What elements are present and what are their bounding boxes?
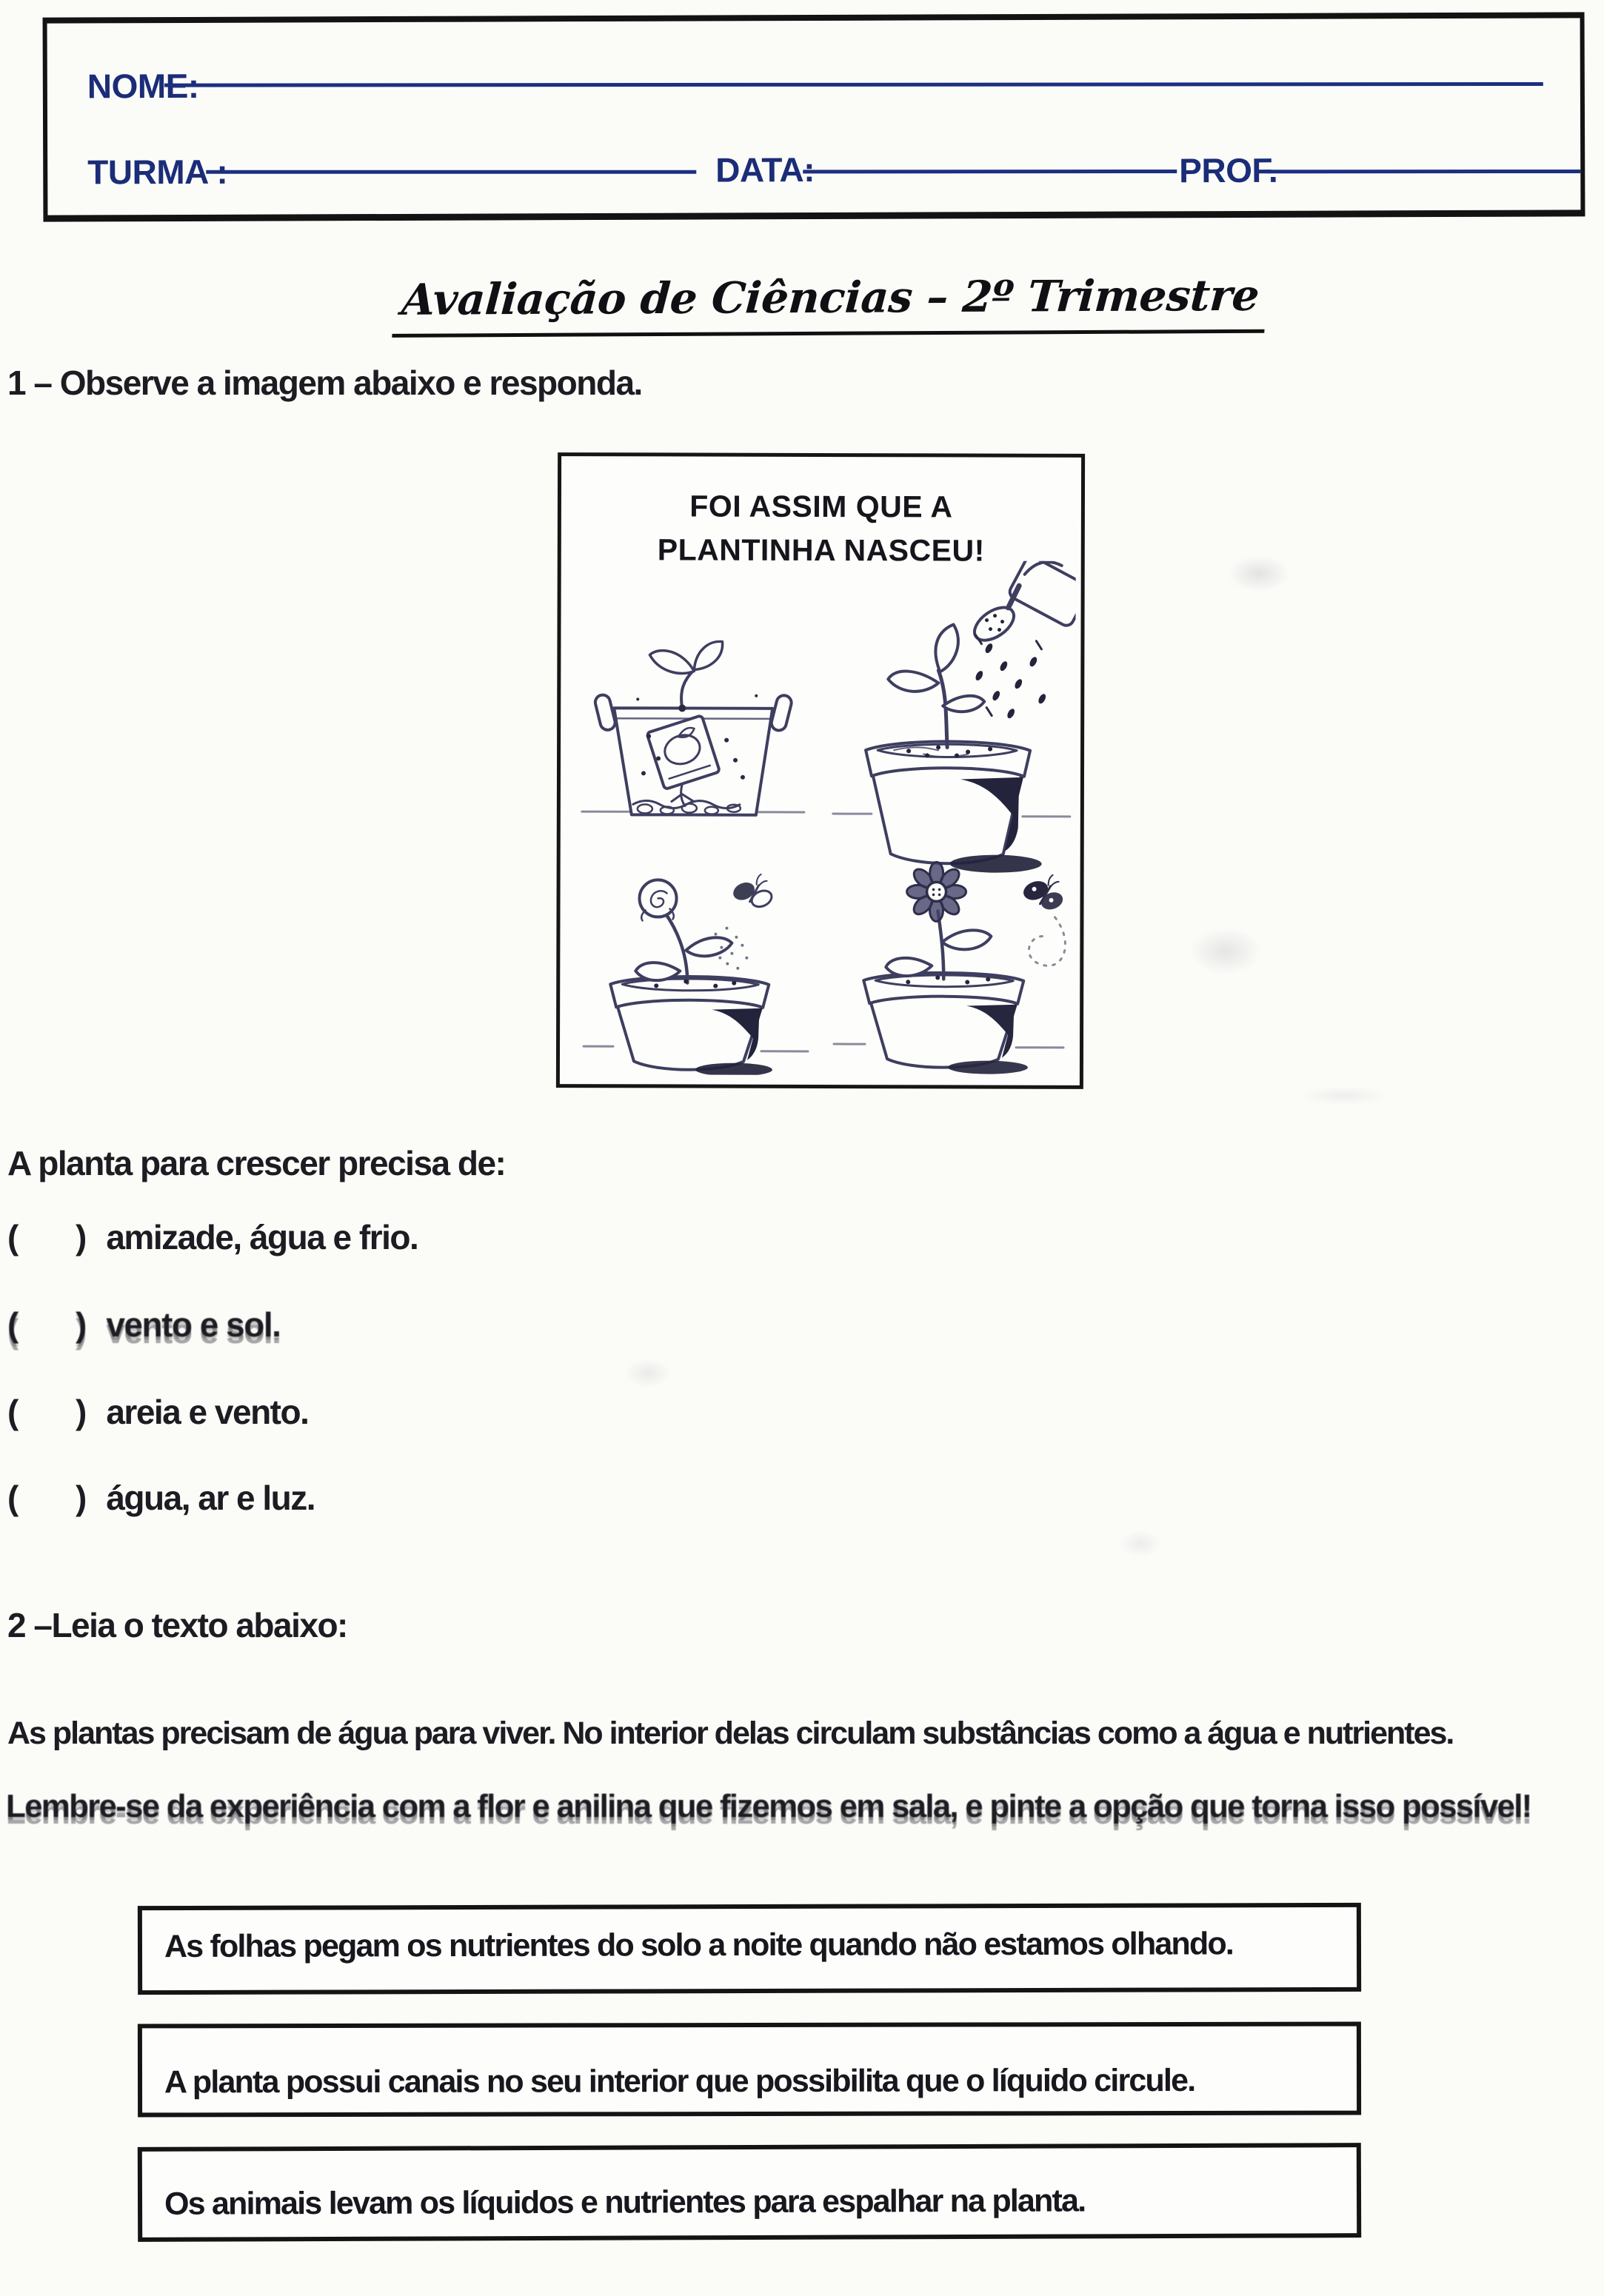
- nome-label: NOME:: [87, 66, 199, 106]
- data-label: DATA:: [715, 150, 815, 190]
- choice-box-text: As folhas pegam os nutrientes do solo a noite quando não estamos olhando.: [164, 1926, 1234, 1965]
- watering-pot-illustration: [820, 560, 1076, 880]
- flower-plant-illustration: [819, 853, 1075, 1076]
- question-2-prompt: 2 –Leia o texto abaixo:: [7, 1606, 347, 1644]
- option-row-2[interactable]: [7, 1305, 281, 1344]
- answer-parentheses[interactable]: ( ): [7, 1479, 87, 1517]
- option-row-3[interactable]: [7, 1395, 308, 1429]
- figure-caption-line2: PLANTINHA NASCEU!: [657, 532, 985, 569]
- page-title: Avaliação de Ciências – 2º Trimestre: [392, 270, 1269, 338]
- turma-fill-line[interactable]: [206, 170, 696, 174]
- nome-fill-line[interactable]: [164, 82, 1543, 87]
- seed-tub-illustration: [571, 625, 816, 863]
- answer-parentheses[interactable]: ( ): [7, 1305, 87, 1344]
- choice-box-1[interactable]: [138, 1903, 1361, 1995]
- option-row-4[interactable]: [7, 1481, 315, 1515]
- data-fill-line[interactable]: [803, 170, 1177, 173]
- option-label: vento e sol.: [106, 1305, 281, 1344]
- bud-plant-illustration: [575, 860, 812, 1075]
- choice-box-3[interactable]: [138, 2143, 1361, 2242]
- choice-box-text: A planta possui canais no seu interior que possibilita que o líquido circule.: [164, 2062, 1195, 2101]
- figure-caption-line1: FOI ASSIM QUE A: [689, 489, 953, 524]
- prof-label: PROF.: [1179, 150, 1278, 190]
- turma-label: TURMA :: [87, 152, 228, 192]
- answer-parentheses[interactable]: ( ): [7, 1218, 87, 1256]
- choice-box-text: Os animais levam os líquidos e nutrientes para espalhar na planta.: [164, 2183, 1086, 2222]
- option-label: água, ar e luz.: [106, 1479, 315, 1517]
- question-2-instruction: Lembre-se da experiência com a flor e anilina que fizemos em sala, e pinte a opção que torna isso possível!: [6, 1788, 1531, 1824]
- question-2-paragraph: As plantas precisam de água para viver. No interior delas circulam substâncias como a água e nutrientes.: [7, 1716, 1454, 1751]
- option-row-1[interactable]: [7, 1220, 418, 1254]
- answer-parentheses[interactable]: ( ): [7, 1393, 87, 1431]
- option-label: amizade, água e frio.: [106, 1218, 418, 1256]
- title-row: [0, 268, 1604, 339]
- student-info-box: [43, 12, 1585, 221]
- prof-fill-line[interactable]: [1266, 170, 1580, 173]
- plant-growth-figure: [556, 452, 1085, 1089]
- question-1-text: A planta para crescer precisa de:: [7, 1144, 506, 1182]
- choice-box-2[interactable]: [138, 2022, 1361, 2118]
- option-label: areia e vento.: [106, 1393, 309, 1431]
- question-1-prompt: 1 – Observe a imagem abaixo e responda.: [7, 364, 642, 402]
